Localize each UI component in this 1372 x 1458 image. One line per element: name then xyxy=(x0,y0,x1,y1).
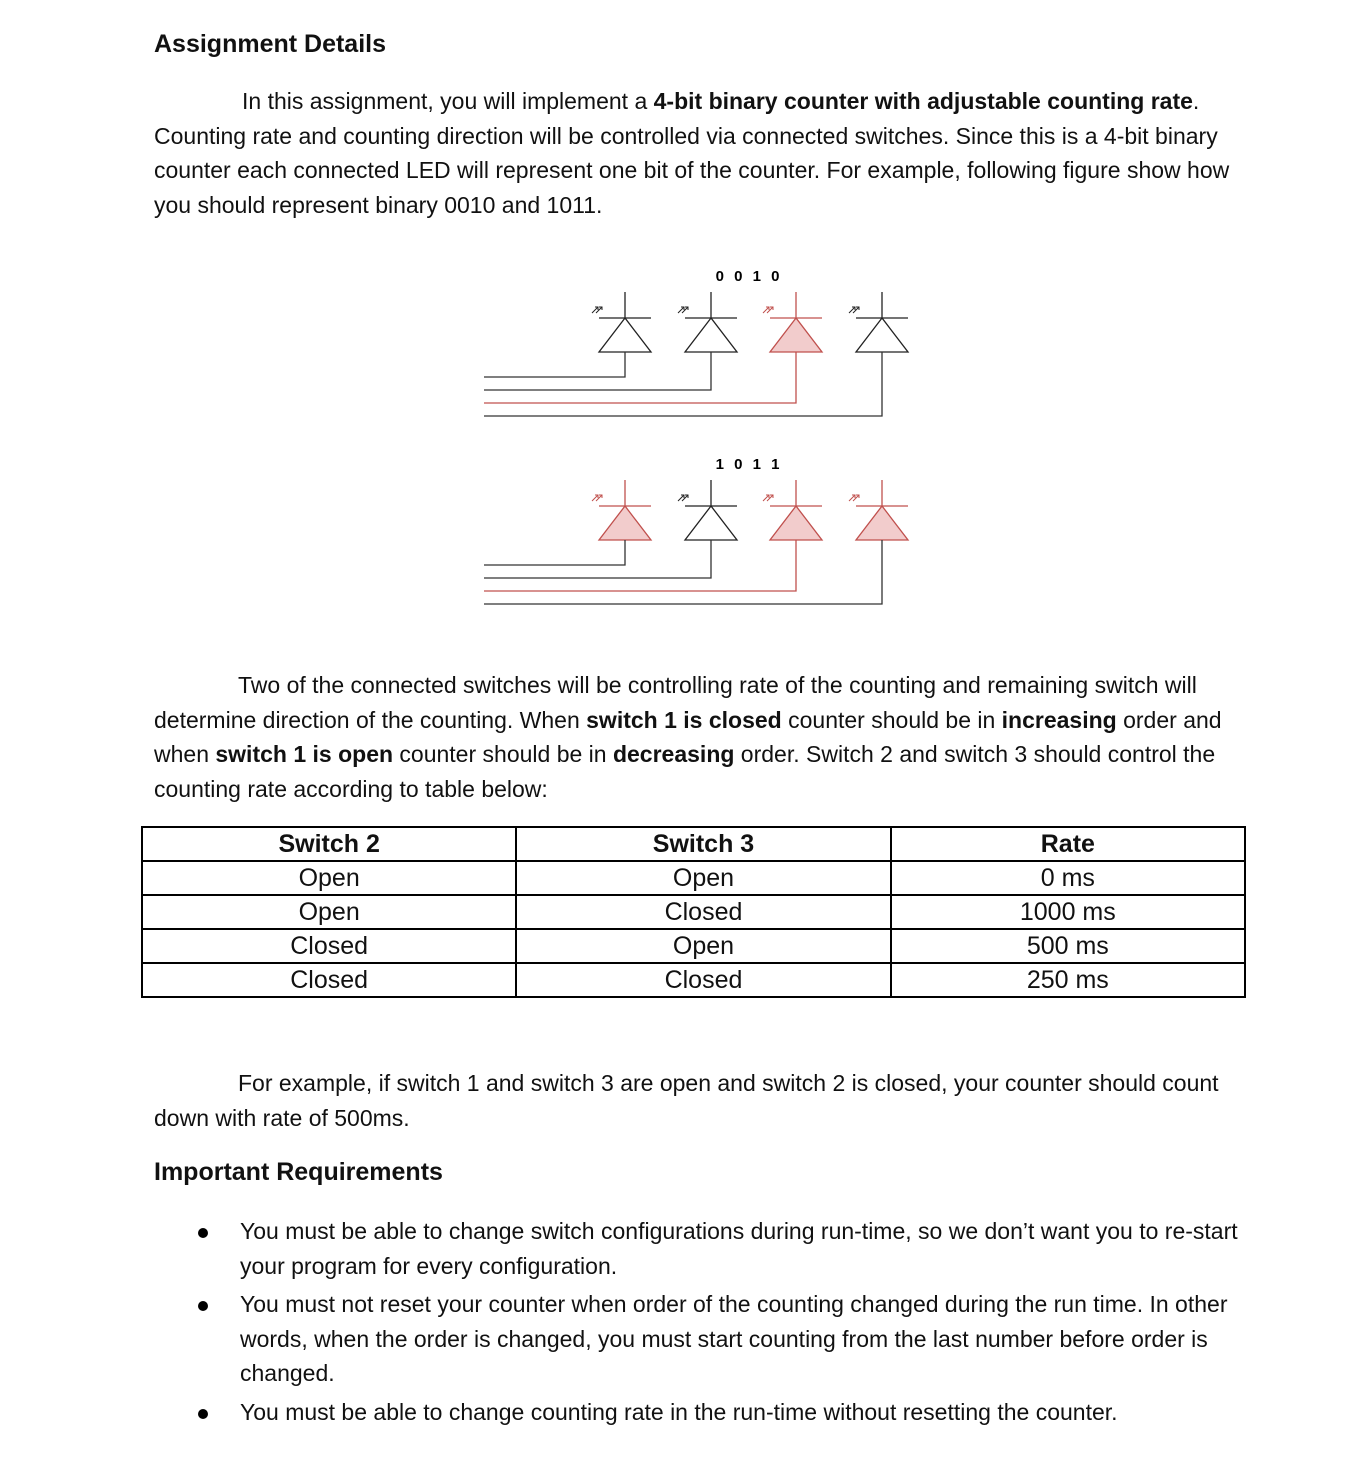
requirement-text: You must be able to change switch configurations during run-time, so we don’t want you to re-start your program for every configuration. xyxy=(240,1218,1238,1279)
example-paragraph: For example, if switch 1 and switch 3 are open and switch 2 is closed, your counter should count down with rate of 500ms. xyxy=(154,1070,1219,1131)
led-on-icon xyxy=(484,292,822,403)
table-cell: 1000 ms xyxy=(891,895,1245,929)
wire xyxy=(484,540,882,604)
bold-text: decreasing xyxy=(612,741,735,768)
text-segment: counter should be in xyxy=(781,706,1002,733)
binary-label: 0 0 1 0 xyxy=(715,268,783,285)
text-segment: counter should be in xyxy=(393,741,613,768)
table-cell: Open xyxy=(142,895,516,929)
bullet-icon xyxy=(198,1228,208,1238)
wire xyxy=(484,352,625,377)
led-example xyxy=(484,268,908,416)
bold-text: switch 1 is closed xyxy=(586,706,782,733)
wire xyxy=(484,540,625,565)
text-segment: In this assignment, you will implement a xyxy=(242,88,654,114)
led-on-icon xyxy=(484,480,908,604)
text-segment: order and when xyxy=(154,706,1222,768)
wire xyxy=(484,540,711,578)
bold-text: 4-bit binary counter with adjustable counting rate xyxy=(653,88,1193,114)
intro-paragraph xyxy=(154,84,1246,223)
table-cell: Open xyxy=(142,861,516,895)
list-item xyxy=(154,1287,1244,1391)
table-cell: Closed xyxy=(142,963,516,997)
table-cell: Open xyxy=(516,929,890,963)
bullet-icon xyxy=(198,1409,208,1419)
led-example xyxy=(484,456,908,604)
requirement-text: You must not reset your counter when order of the counting changed during the run time. In other words, when the order is changed, you must start counting from the last number before order is changed. xyxy=(240,1291,1228,1386)
list-item xyxy=(154,1395,1244,1430)
table-header: Switch 2 xyxy=(142,827,516,861)
binary-label: 1 0 1 1 xyxy=(715,456,783,473)
led-on-icon xyxy=(484,480,822,591)
table-row xyxy=(142,929,1245,963)
led-on-icon xyxy=(484,480,651,565)
list-item xyxy=(154,1214,1244,1283)
text-segment: . Counting rate and counting direction will be controlled via connected switches. Since this is a 4-bit binary counter each connected LED will represent one bit of the counter. For example, following figure show how you should represent binary 0010 and 1011. xyxy=(154,88,1230,219)
table-cell: 0 ms xyxy=(891,861,1245,895)
text-segment: order. Switch 2 and switch 3 should control the counting rate according to table below: xyxy=(154,741,1216,803)
table-row xyxy=(142,963,1245,997)
section-heading: Assignment Details xyxy=(154,30,387,58)
text-segment: Two of the connected switches will be controlling rate of the counting and remaining switch will determine direction of the counting. When xyxy=(154,672,1197,733)
bold-text: increasing xyxy=(1001,706,1117,733)
requirement-text: You must be able to change counting rate in the run-time without resetting the counter. xyxy=(240,1398,1118,1425)
switch-paragraph xyxy=(154,668,1246,807)
table-header: Switch 3 xyxy=(516,827,890,861)
requirements-heading: Important Requirements xyxy=(154,1158,443,1186)
table-cell: Closed xyxy=(516,963,890,997)
rate-table xyxy=(141,826,1246,998)
table-row xyxy=(142,895,1245,929)
led-figure xyxy=(0,250,1372,620)
led-off-icon xyxy=(484,292,908,416)
requirements-list xyxy=(154,1214,1244,1433)
table-header: Rate xyxy=(891,827,1245,861)
led-off-icon xyxy=(484,292,651,377)
table-row xyxy=(142,861,1245,895)
table-cell: Closed xyxy=(142,929,516,963)
table-cell: 250 ms xyxy=(891,963,1245,997)
table-cell: 500 ms xyxy=(891,929,1245,963)
bullet-icon xyxy=(198,1301,208,1311)
table-cell: Open xyxy=(516,861,890,895)
bold-text: switch 1 is open xyxy=(215,741,394,768)
table-cell: Closed xyxy=(516,895,890,929)
wire xyxy=(484,352,882,416)
wire xyxy=(484,352,711,390)
